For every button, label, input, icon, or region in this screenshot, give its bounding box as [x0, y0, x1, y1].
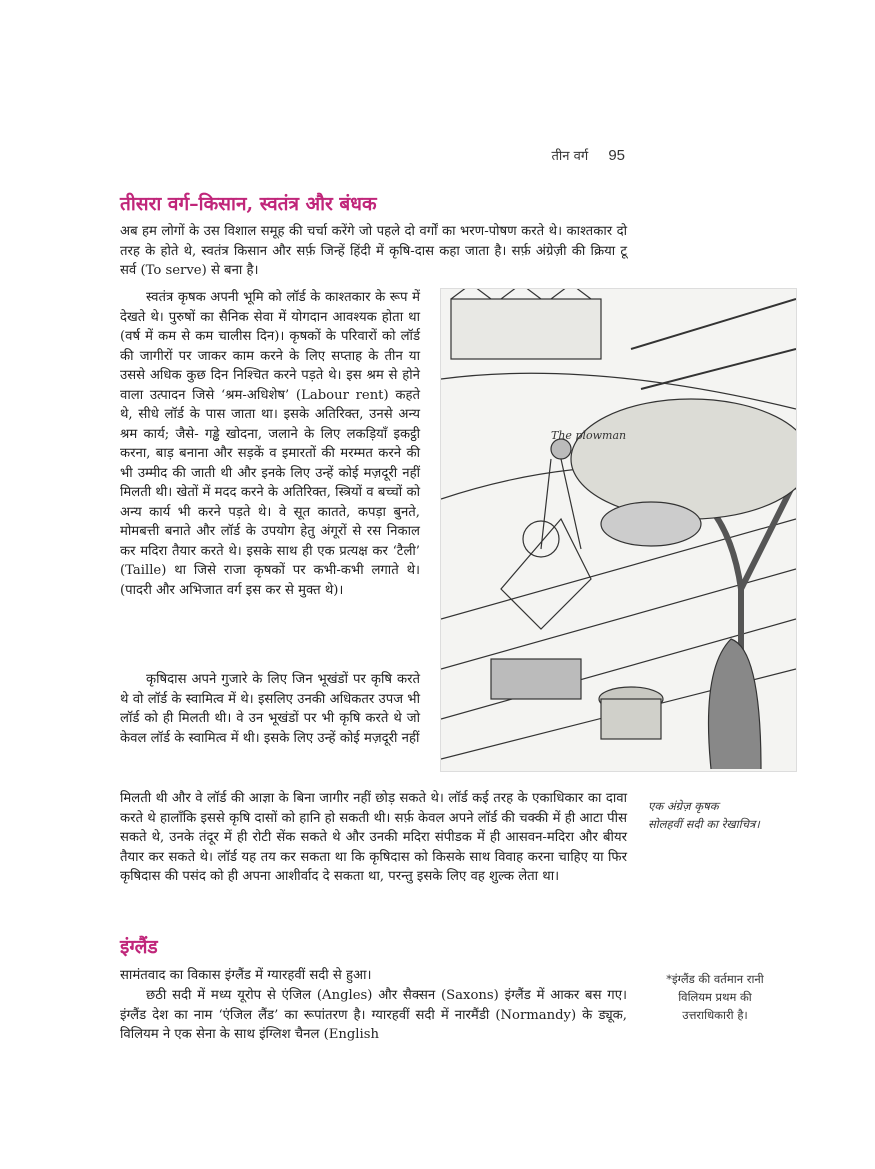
england-paragraph-1: सामंतवाद का विकास इंग्लैंड में ग्यारहवीं सदी से हुआ।: [120, 968, 372, 983]
england-paragraph-2: छठी सदी में मध्य यूरोप से एंजिल (Angles) और सैक्सन (Saxons) इंग्लैंड में आकर बस गए। इंग्लैंड देश का नाम ‘एंजिल लैंड’ का रूपांतरण है। ग्यारहवीं सदी में नारमैंडी (Normandy) के ड्यूक, विलियम ने एक सेना के साथ इंग्लिश चैनल (English: [120, 988, 627, 1042]
chapter-title: तीन वर्ग: [551, 149, 589, 164]
intro-paragraph: अब हम लोगों के उस विशाल समूह की चर्चा करेंगे जो पहले दो वर्गों का भरण-पोषण करते थे। काश्तकार दो तरह के होते थे, स्वतंत्र किसान और सर्फ़ जिन्हें हिंदी में कृषि-दास कहा जाता है। सर्फ़ अंग्रेज़ी की क्रिया टू सर्व (To serve) से बना है।: [120, 224, 627, 278]
note-line: *इंग्लैंड की वर्तमान रानी: [666, 972, 764, 986]
ploughman-illustration: [440, 288, 797, 772]
plowman-inscription: The plowman: [551, 429, 627, 442]
note-line: विलियम प्रथम की: [678, 990, 752, 1004]
serfs-paragraph: कृषिदास अपने गुजारे के लिए जिन भूखंडों पर कृषि करते थे वो लॉर्ड के स्वामित्व में थे। इसलिए उनकी अधिकतर उपज भी लॉर्ड को ही मिलती थी। वे उन भूखंडों पर भी कृषि करते थे जो केवल लॉर्ड के स्वामित्व में थी। इसके लिए उन्हें कोई मज़दूरी नहीं: [120, 672, 420, 746]
running-header: [552, 146, 626, 164]
free-peasants-paragraph: स्वतंत्र कृषक अपनी भूमि को लॉर्ड के काश्तकार के रूप में देखते थे। पुरुषों का सैनिक सेवा में योगदान आवश्यक होता था (वर्ष में कम से कम चालीस दिन)। कृषकों के परिवारों को लॉर्ड की जागीरों पर जाकर काम करने के लिए सप्ताह के तीन या उससे अधिक कुछ दिन निश्चित करने पड़ते थे। इस श्रम से होने वाला उत्पादन जिसे ‘श्रम-अधिशेष’ (Labour rent) कहते थे, सीधे लॉर्ड के पास जाता था। इसके अतिरिक्त, उनसे अन्य श्रम कार्य; जैसे- गड्ढे खोदना, जलाने के लिए लकड़ियाँ इकट्ठी करना, बाड़ बनाना और सड़कें व इमारतों की मरम्मत करने की भी उम्मीद की जाती थी और इनके लिए उन्हें कोई मज़दूरी नहीं मिलती थी। खेतों में मदद करने के अतिरिक्त, स्त्रियों व बच्चों को अन्य कार्य भी करने पड़ते थे। वे सूत कातते, कपड़ा बुनते, मोमबत्ती बनाते और लॉर्ड के उपयोग हेतु अंगूरों से रस निकाल कर मदिरा तैयार करते थे। इसके साथ ही एक प्रत्यक्ष कर ‘टैली’ (Taille) था जिसे राजा कृषकों पर कभी-कभी लगाते थे। (पादरी और अभिजात वर्ग इस कर से मुक्त थे)।: [120, 290, 420, 598]
figure-caption: [648, 797, 760, 833]
caption-line: सोलहवीं सदी का रेखाचित्र।: [648, 817, 760, 831]
section-heading-england: इंग्लैंड: [120, 936, 158, 958]
section-heading: तीसरा वर्ग–किसान, स्वतंत्र और बंधक: [120, 193, 377, 215]
note-line: उत्तराधिकारी है।: [682, 1008, 748, 1022]
serfs-paragraph-continued: मिलती थी और वे लॉर्ड की आज्ञा के बिना जागीर नहीं छोड़ सकते थे। लॉर्ड कई तरह के एकाधिकार का दावा करते थे हालाँकि इससे कृषि दासों को हानि हो सकती थी। सर्फ़ केवल अपने लॉर्ड की चक्की में ही आटा पीस सकते थे, उनके तंदूर में ही रोटी सेंक सकते थे और उनकी मदिरा संपीडक में ही आसवन-मदिरा और बीयर तैयार कर सकते थे। लॉर्ड यह तय कर सकता था कि कृषिदास को किसके साथ विवाह करना चाहिए या फिर कृषिदास की पसंद को ही अपना आशीर्वाद दे सकता था, परन्तु इसके लिए वह शुल्क लेता था।: [120, 791, 627, 884]
side-note: [640, 970, 790, 1024]
page-number: 95: [608, 147, 625, 164]
caption-line: एक अंग्रेज़ कृषक: [648, 799, 719, 813]
engraving-image: [441, 289, 796, 771]
